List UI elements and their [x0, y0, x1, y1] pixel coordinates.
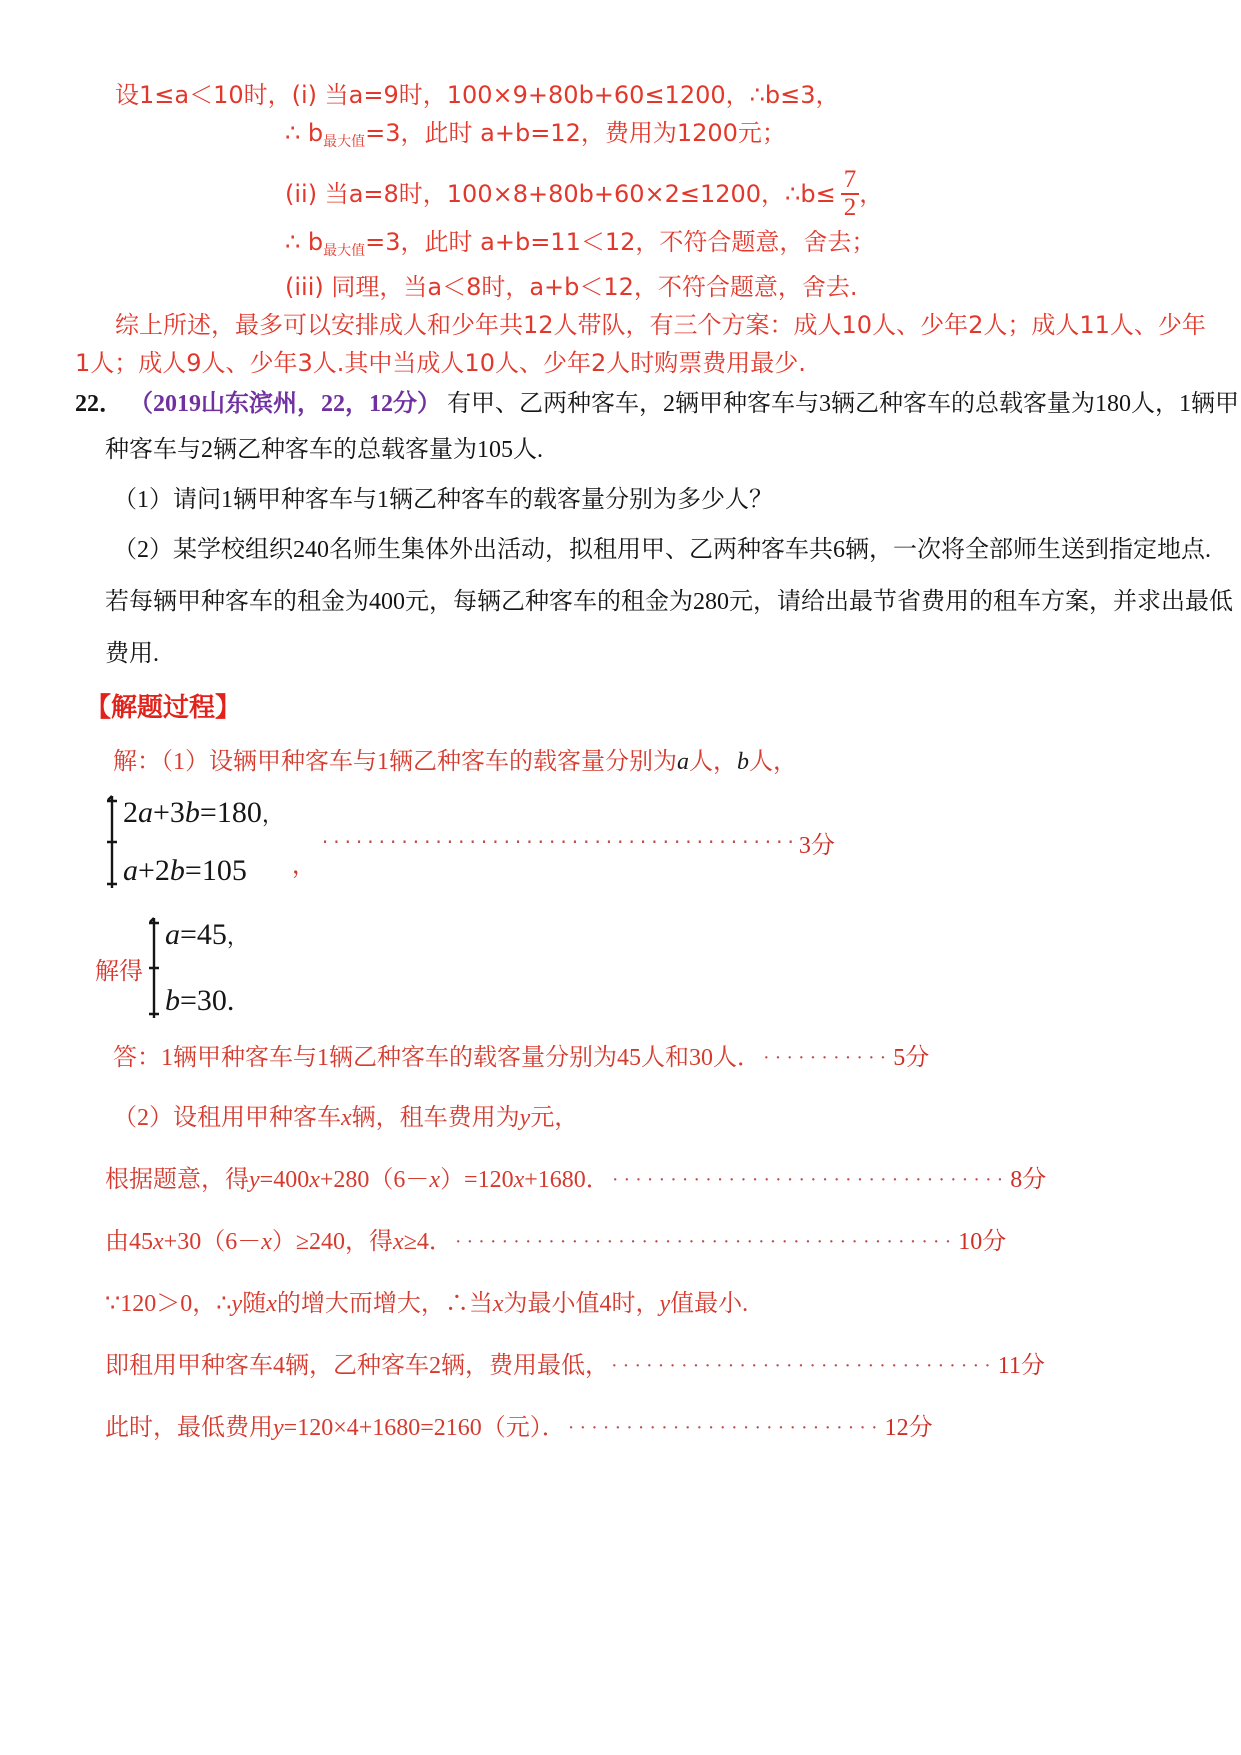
prev-line2-subscript: 最大值 — [323, 134, 366, 150]
step2-mid: 辆，租车费用为 — [351, 1105, 520, 1131]
line10-var-x2: x — [261, 1229, 272, 1255]
line8-pre: 根据题意，得 — [105, 1167, 249, 1193]
system1-equation-2 — [123, 854, 284, 888]
line11-dotted-leader: ································· — [611, 1356, 996, 1376]
question-source: （2019山东滨州，22，12分） — [129, 391, 441, 417]
prev-summary2-text: 1人；成人9人、少年3人.其中当成人10人、少年2人时购票费用最少. — [75, 349, 806, 377]
prev-solution-line-3 — [285, 163, 1171, 225]
mono-var-x1: x — [266, 1291, 277, 1317]
inequality-line — [105, 1228, 1171, 1256]
step1-mid1: 人， — [689, 749, 737, 775]
system-brace-icon — [145, 916, 161, 1020]
line8-dotted-leader: ·································· — [611, 1170, 1009, 1190]
mono-m1: 随 — [242, 1291, 267, 1317]
prev-line5-text: (iii) 同理，当a＜8时，a+b＜12，不符合题意，舍去. — [285, 273, 858, 301]
prev-summary1-text: 综上所述，最多可以安排成人和少年共12人带队，有三个方案：成人10人、少年2人；成人11人、少年 — [115, 311, 1206, 339]
sys1-eq1-c3: =180 — [199, 796, 262, 829]
step2-end: 元， — [530, 1105, 579, 1131]
mono-var-y2: y — [659, 1291, 671, 1317]
solution-section-header — [85, 692, 1171, 722]
line10-dotted-leader: ··········································· — [454, 1232, 957, 1252]
sys1-eq2-c1: +2 — [138, 854, 170, 887]
step2-var-y: y — [519, 1105, 531, 1131]
question-stem-line-2 — [105, 436, 1171, 464]
sys1-eq1-var-a: a — [138, 796, 153, 829]
line11-text: 即租用甲种客车4辆，乙种客车2辆，费用最低， — [105, 1353, 609, 1379]
sys1-eq1-c2: +3 — [153, 796, 185, 829]
prev-line4-subscript: 最大值 — [323, 243, 366, 259]
prev-line4-pre: ∴ b — [285, 228, 324, 256]
prev-solution-line-5 — [285, 272, 1171, 302]
step1-pre: 解：（1）设辆甲种客车与1辆乙种客车的载客量分别为 — [113, 749, 677, 775]
line12-score-badge: 12分 — [884, 1415, 933, 1441]
system2-equations — [165, 918, 249, 1018]
question-stem-line-1: 有甲、乙两种客车，2辆甲种客车与3辆乙种客车的总载客量为180人，1辆甲 — [447, 391, 1239, 417]
line12-var-y: y — [273, 1415, 284, 1441]
step2-pre: （2）设租用甲种客车 — [113, 1105, 341, 1131]
line8-var-x2: x — [429, 1167, 441, 1193]
answer-score-badge: 5分 — [893, 1045, 930, 1071]
sys1-eq1-var-b: b — [184, 796, 200, 829]
mono-m2: 的增大而增大，∴当 — [276, 1291, 493, 1317]
minimum-cost-line — [105, 1414, 1171, 1442]
question-part-1 — [113, 486, 1171, 514]
prev-line2-pre: ∴ b — [285, 119, 324, 147]
mono-m4: 值最小. — [670, 1291, 749, 1317]
system-brace-icon — [103, 794, 119, 890]
monotonicity-line — [105, 1290, 1171, 1318]
line8-m1: =400 — [259, 1167, 310, 1193]
question-number: 22． — [75, 391, 123, 417]
mono-pre: ∵120＞0，∴ — [105, 1291, 232, 1317]
question-22-heading — [75, 390, 1239, 418]
line8-m2: +280（6－ — [319, 1167, 430, 1193]
question-part1-text: （1）请问1辆甲种客车与1辆乙种客车的载客量分别为多少人？ — [113, 487, 773, 513]
line8-var-y: y — [249, 1167, 260, 1193]
line8-score-badge: 8分 — [1010, 1167, 1047, 1193]
line8-m3: ）=120 — [440, 1167, 514, 1193]
line12-dotted-leader: ··························· — [567, 1418, 883, 1438]
question-part2-line1-text: （2）某学校组织240名师生集体外出活动，拟租用甲、乙两种客车共6辆，一次将全部师生送到指定地点. — [113, 537, 1211, 563]
line10-score-badge: 10分 — [958, 1229, 1007, 1255]
sys1-eq2-var-a: a — [123, 854, 138, 887]
sys1-eq2-c2: =105 — [184, 854, 247, 887]
question-part2-line2-text: 若每辆甲种客车的租金为400元，每辆乙种客车的租金为280元，请给出最节省费用的租车方案，并求出最低 — [105, 589, 1233, 615]
line10-m2: ）≥240，得 — [271, 1229, 394, 1255]
system1-score-badge: 3分 — [798, 832, 835, 859]
line10-pre: 由45 — [105, 1229, 153, 1255]
prev-line3-post: ， — [859, 180, 884, 208]
mono-var-x2: x — [492, 1291, 504, 1317]
prev-line4-post: =3，此时 a+b=11＜12，不符合题意，舍去； — [365, 228, 876, 256]
question-part-2-line-3 — [105, 640, 1171, 668]
sys1-eq1-c1: 2 — [123, 796, 138, 829]
solution-step1-line — [113, 748, 1171, 776]
question-part-2-line-2 — [105, 588, 1233, 616]
line11-score-badge: 11分 — [997, 1353, 1045, 1379]
sys1-eq2-var-b: b — [169, 854, 185, 887]
prev-solution-summary-line-2 — [75, 348, 1171, 378]
question-stem2-text: 种客车与2辆乙种客车的总载客量为105人. — [105, 437, 543, 463]
sys2-eq2-var-b: b — [165, 984, 180, 1017]
step1-var-b: b — [737, 749, 749, 775]
sys2-eq1-var-a: a — [165, 918, 180, 951]
system2-equation-2 — [165, 984, 249, 1018]
line8-m4: +1680． — [524, 1167, 610, 1193]
prev-solution-line-4 — [285, 227, 1171, 266]
prev-solution-line-2 — [285, 118, 1171, 157]
fraction-seven-halves — [841, 167, 860, 222]
line10-m3: ≥4． — [403, 1229, 453, 1255]
line10-m1: +30（6－ — [163, 1229, 262, 1255]
line8-var-x1: x — [309, 1167, 320, 1193]
solution-header-text: 【解题过程】 — [85, 692, 242, 722]
prev-line2-post: =3，此时 a+b=12，费用为1200元； — [365, 119, 786, 147]
equation-system-1 — [103, 794, 1171, 890]
prev-line1-text: 设1≤a＜10时，(i) 当a=9时，100×9+80b+60≤1200，∴b≤3， — [115, 81, 840, 109]
fraction-numerator: 7 — [843, 165, 857, 193]
sys1-eq1-comma: ， — [261, 802, 284, 827]
mono-m3: 为最小值4时， — [503, 1291, 660, 1317]
system1-dotted-leader: ·········································· — [321, 832, 799, 852]
fraction-denominator: 2 — [841, 193, 860, 221]
cost-function-line — [105, 1166, 1171, 1194]
system1-trailing-comma: ， — [291, 853, 316, 879]
question-part-2-line-1 — [113, 536, 1211, 564]
step1-var-a: a — [677, 749, 689, 775]
plan-conclusion-line — [105, 1352, 1171, 1380]
question-part2-line3-text: 费用. — [105, 641, 159, 667]
system1-equation-1 — [123, 796, 284, 832]
step2-var-x: x — [341, 1105, 352, 1131]
line12-pre: 此时，最低费用 — [105, 1415, 273, 1441]
line12-m1: =120×4+1680=2160（元）． — [283, 1415, 566, 1441]
answer-text: 答：1辆甲种客车与1辆乙种客车的载客量分别为45人和30人． — [113, 1045, 761, 1071]
sys2-eq2-c: =30. — [180, 984, 235, 1017]
line8-var-x3: x — [513, 1167, 525, 1193]
equation-system-2 — [95, 916, 1171, 1020]
solution-step2-line — [113, 1104, 1171, 1132]
step1-mid2: 人， — [749, 749, 797, 775]
line10-var-x3: x — [393, 1229, 404, 1255]
system1-equations — [123, 796, 284, 888]
mono-var-y1: y — [231, 1291, 243, 1317]
prev-solution-line-1 — [115, 80, 1171, 110]
answer-line — [113, 1044, 1171, 1072]
answer-dotted-leader: ··········· — [763, 1048, 892, 1068]
line10-var-x1: x — [153, 1229, 164, 1255]
prev-line3-pre: (ii) 当a=8时，100×8+80b+60×2≤1200，∴b≤ — [285, 180, 836, 208]
sys2-eq1-c: =45 — [180, 918, 227, 951]
prev-solution-summary-line-1 — [115, 310, 1206, 340]
solve-label: 解得 — [95, 956, 143, 985]
sys2-eq1-comma: ， — [226, 924, 249, 949]
system2-equation-1 — [165, 918, 249, 954]
